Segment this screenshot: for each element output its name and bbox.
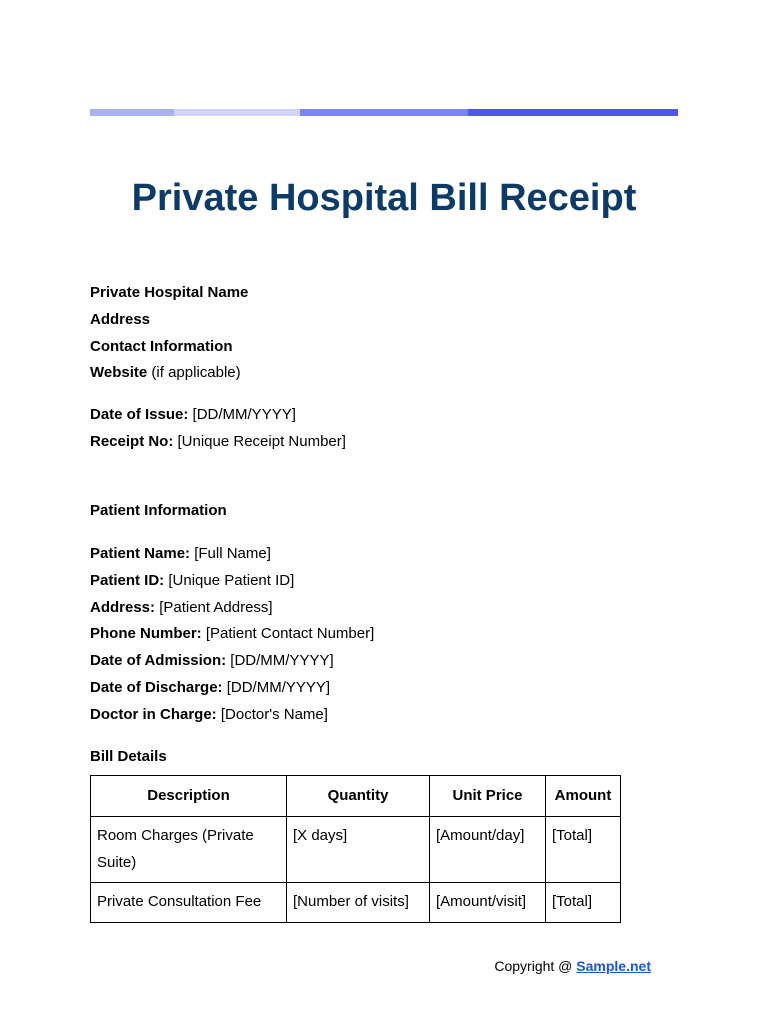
column-header: Unit Price: [430, 776, 546, 817]
table-cell: [Amount/visit]: [430, 883, 546, 923]
hospital-website-line: [90, 360, 248, 387]
field-label: Phone Number:: [90, 625, 202, 643]
table-header-row: [91, 776, 621, 817]
field-label: Date of Discharge:: [90, 678, 223, 696]
field-value: [Unique Patient ID]: [164, 571, 295, 589]
column-header: Description: [91, 776, 287, 817]
receipt-number-value: [Unique Receipt Number]: [173, 432, 346, 450]
website-note: (if applicable): [147, 364, 241, 382]
accent-segment: [300, 109, 468, 116]
patient-field: [90, 675, 374, 702]
receipt-number-label: Receipt No:: [90, 432, 174, 450]
table-cell: Private Consultation Fee: [91, 883, 287, 923]
hospital-contact-label: Contact Information: [90, 337, 233, 355]
field-value: [Patient Address]: [155, 598, 273, 616]
field-label: Address:: [90, 598, 156, 616]
sample-net-link[interactable]: Sample.net: [576, 958, 651, 974]
patient-field: [90, 621, 374, 648]
accent-bar: [90, 109, 678, 116]
table-row: [91, 817, 621, 883]
field-label: Patient ID:: [90, 571, 165, 589]
patient-fields: [90, 541, 374, 729]
receipt-info: [90, 402, 346, 456]
date-of-issue-line: [90, 402, 346, 429]
field-label: Patient Name:: [90, 545, 191, 562]
field-value: [Doctor's Name]: [216, 705, 328, 723]
field-label: Doctor in Charge:: [90, 705, 217, 723]
table-cell: Room Charges (Private Suite): [91, 817, 287, 883]
website-label: Website: [90, 364, 148, 382]
patient-heading: Patient Information: [90, 502, 227, 519]
copyright-text: Copyright @: [494, 958, 577, 974]
footer: [0, 956, 651, 976]
patient-field: [90, 595, 374, 622]
receipt-number-line: [90, 429, 346, 456]
patient-field: [90, 702, 374, 729]
field-value: [Full Name]: [190, 545, 271, 562]
date-of-issue-value: [DD/MM/YYYY]: [188, 406, 296, 423]
field-value: [DD/MM/YYYY]: [226, 652, 334, 670]
patient-field: [90, 541, 374, 568]
table-cell: [Total]: [546, 883, 621, 923]
accent-segment: [468, 109, 678, 116]
bill-heading: Bill Details: [90, 748, 167, 765]
field-label: Date of Admission:: [90, 652, 227, 670]
column-header: Amount: [546, 776, 621, 817]
field-value: [DD/MM/YYYY]: [222, 678, 331, 696]
table-cell: [X days]: [287, 817, 430, 883]
table-row: [91, 883, 621, 923]
bill-table: [90, 775, 621, 923]
page-title: Private Hospital Bill Receipt: [131, 177, 637, 219]
patient-field: [90, 568, 374, 595]
hospital-name-label: Private Hospital Name: [90, 284, 249, 301]
table-cell: [Total]: [546, 817, 621, 883]
accent-segment: [90, 109, 174, 116]
table-cell: [Number of visits]: [287, 883, 430, 923]
field-value: [Patient Contact Number]: [201, 625, 375, 643]
table-cell: [Amount/day]: [430, 817, 546, 883]
column-header: Quantity: [287, 776, 430, 817]
patient-field: [90, 648, 374, 675]
accent-segment: [174, 109, 300, 116]
hospital-address-label: Address: [90, 310, 151, 328]
date-of-issue-label: Date of Issue:: [90, 406, 189, 423]
hospital-info: [90, 280, 248, 387]
